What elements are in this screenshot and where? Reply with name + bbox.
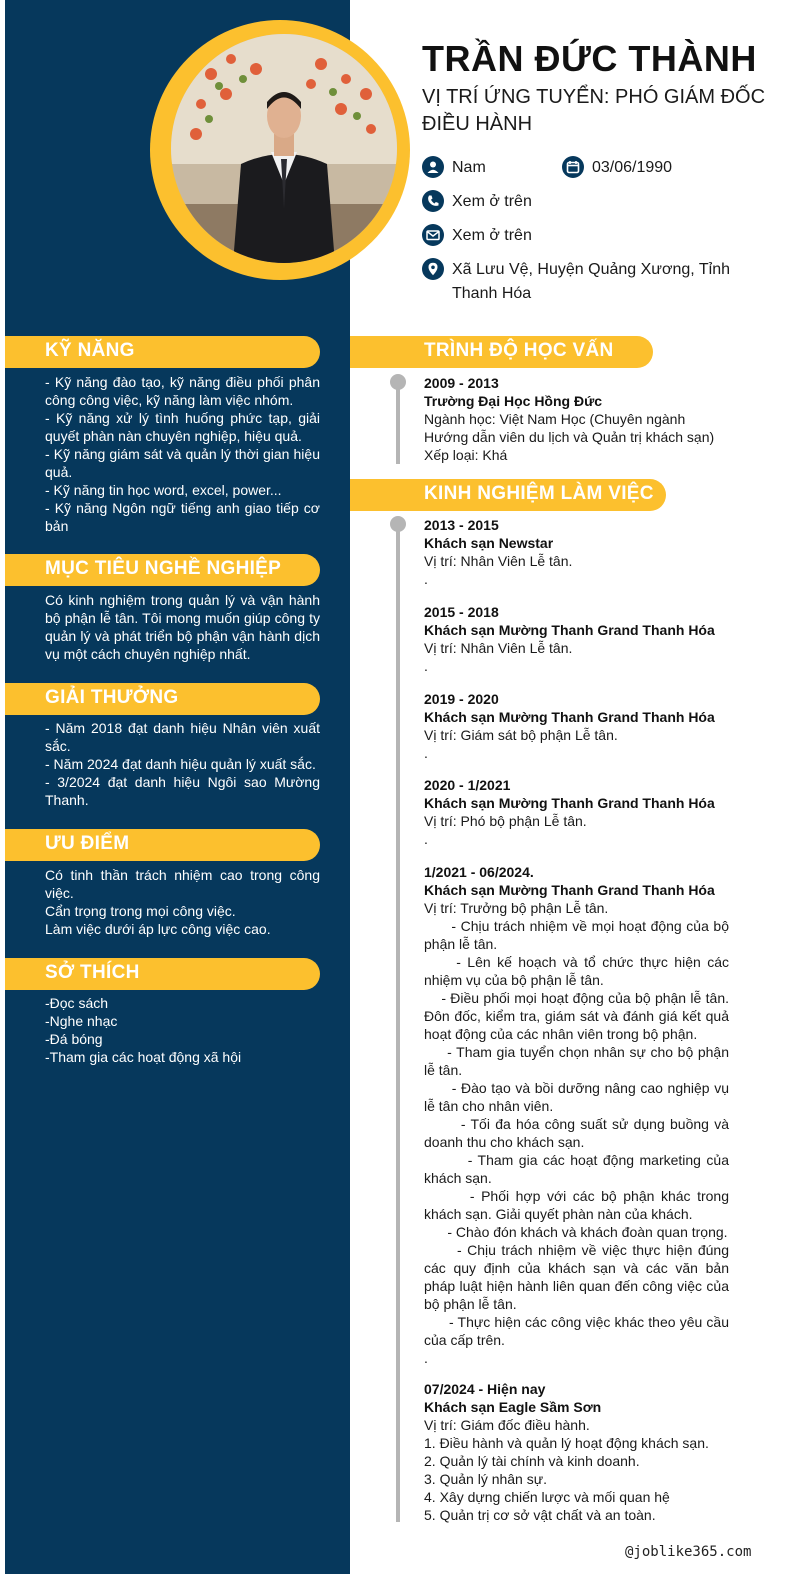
- strengths-title: ƯU ĐIỂM: [45, 833, 130, 854]
- experience-timeline: [396, 522, 400, 1522]
- entry-grade: Xếp loại: Khá: [424, 447, 508, 463]
- experience-title: KINH NGHIỆM LÀM VIỆC: [424, 483, 654, 504]
- profile-photo: [171, 34, 397, 263]
- experience-entry: [424, 690, 729, 762]
- experience-entry: [424, 516, 729, 588]
- entry-role: Vị trí: Giám đốc điều hành.: [424, 1417, 590, 1433]
- entry-company: Khách sạn Mường Thanh Grand Thanh Hóa: [424, 795, 715, 811]
- entry-detail: - Lên kế hoạch và tổ chức thực hiện các nhiệm vụ của bộ phận lễ tân.: [424, 954, 733, 988]
- list-item: Có tinh thần trách nhiệm cao trong công việc.: [45, 867, 320, 901]
- list-item: - Kỹ năng Ngôn ngữ tiếng anh giao tiếp cơ bản: [45, 500, 320, 534]
- entry-period: 2013 - 2015: [424, 517, 499, 533]
- awards-list: [45, 719, 320, 809]
- entry-role: Vị trí: Trưởng bộ phận Lễ tân.: [424, 900, 609, 916]
- address-value: Xã Lưu Vệ, Huyện Quảng Xương, Tỉnh Thanh Hóa: [452, 261, 731, 302]
- experience-header: [350, 479, 666, 511]
- entry-detail: - Tham gia các hoạt động marketing của khách sạn.: [424, 1152, 733, 1186]
- entry-detail: - Chịu trách nhiệm về việc thực hiện đúng các quy định của khách sạn và các văn bản pháp luật hiện hành liên quan đến công việc của bộ phận lễ tân.: [424, 1242, 733, 1312]
- entry-detail: 4. Xây dựng chiến lược và mối quan hệ: [424, 1489, 670, 1505]
- entry-detail: 2. Quản lý tài chính và kinh doanh.: [424, 1453, 640, 1469]
- entry-detail: .: [424, 831, 428, 847]
- strengths-list: [45, 866, 320, 938]
- education-title: TRÌNH ĐỘ HỌC VẤN: [424, 340, 614, 361]
- entry-detail: - Tối đa hóa công suất sử dụng buồng và doanh thu cho khách sạn.: [424, 1116, 733, 1150]
- target-position: VỊ TRÍ ỨNG TUYỂN: PHÓ GIÁM ĐỐC ĐIỀU HÀNH: [422, 86, 766, 135]
- objective-title: MỤC TIÊU NGHỀ NGHIỆP: [45, 558, 282, 579]
- list-item: - Năm 2024 đạt danh hiệu quản lý xuất sắc.: [45, 756, 316, 772]
- hobbies-title: SỞ THÍCH: [45, 962, 140, 983]
- list-item: - Kỹ năng xử lý tình huống phức tạp, giải quyết phàn nàn chuyên nghiệp, hiệu quả.: [45, 410, 320, 444]
- entry-detail: - Đào tạo và bồi dưỡng nâng cao nghiệp vụ lễ tân cho nhân viên.: [424, 1080, 733, 1114]
- entry-period: 2019 - 2020: [424, 691, 499, 707]
- entry-company: Khách sạn Mường Thanh Grand Thanh Hóa: [424, 622, 715, 638]
- list-item: -Nghe nhạc: [45, 1013, 118, 1029]
- entry-school: Trường Đại Học Hồng Đức: [424, 393, 603, 409]
- email-value: Xem ở trên: [452, 227, 532, 244]
- site-watermark: @joblike365.com: [625, 1544, 752, 1560]
- entry-period: 2020 - 1/2021: [424, 777, 511, 793]
- entry-role: Vị trí: Nhân Viên Lễ tân.: [424, 553, 573, 569]
- entry-role: Vị trí: Giám sát bộ phận Lễ tân.: [424, 727, 618, 743]
- entry-detail: 3. Quản lý nhân sự.: [424, 1471, 547, 1487]
- experience-entry: [424, 603, 729, 675]
- list-item: - Năm 2018 đạt danh hiệu Nhân viên xuất sắc.: [45, 720, 320, 754]
- phone-value: Xem ở trên: [452, 193, 532, 210]
- birthday-value: 03/06/1990: [592, 159, 673, 176]
- objective-header: [5, 554, 320, 586]
- calendar-icon: [562, 156, 584, 178]
- entry-company: Khách sạn Eagle Sầm Sơn: [424, 1399, 602, 1415]
- list-item: -Đá bóng: [45, 1031, 103, 1047]
- experience-entry: [424, 1380, 729, 1524]
- entry-detail: .: [424, 571, 428, 587]
- entry-company: Khách sạn Mường Thanh Grand Thanh Hóa: [424, 709, 715, 725]
- entry-period: 07/2024 - Hiện nay: [424, 1381, 546, 1397]
- entry-detail: - Chịu trách nhiệm về mọi hoạt động của bộ phận lễ tân.: [424, 918, 733, 952]
- entry-period: 2009 - 2013: [424, 375, 499, 391]
- awards-header: [5, 683, 320, 715]
- phone-icon: [422, 190, 444, 212]
- entry-detail: 1. Điều hành và quản lý hoạt động khách sạn.: [424, 1435, 709, 1451]
- list-item: - Kỹ năng tin học word, excel, power...: [45, 482, 282, 498]
- list-item: -Đọc sách: [45, 995, 109, 1011]
- entry-company: Khách sạn Newstar: [424, 535, 554, 551]
- entry-detail: .: [424, 1350, 428, 1366]
- entry-detail: - Thực hiện các công việc khác theo yêu cầu của cấp trên.: [424, 1314, 733, 1348]
- awards-title: GIẢI THƯỞNG: [45, 687, 179, 708]
- skills-title: KỸ NĂNG: [45, 340, 135, 361]
- objective-text: [45, 591, 320, 663]
- phone-row: [422, 190, 762, 214]
- list-item: Làm việc dưới áp lực công việc cao.: [45, 921, 271, 937]
- entry-detail: - Tham gia tuyển chọn nhân sự cho bộ phận lễ tân.: [424, 1044, 733, 1078]
- education-header: [350, 336, 653, 368]
- envelope-icon: [422, 224, 444, 246]
- candidate-name: TRẦN ĐỨC THÀNH: [422, 38, 757, 79]
- entry-detail: - Chào đón khách và khách đoàn quan trọng.: [424, 1224, 728, 1240]
- entry-role: Vị trí: Nhân Viên Lễ tân.: [424, 640, 573, 656]
- entry-period: 1/2021 - 06/2024.: [424, 864, 534, 880]
- list-item: - 3/2024 đạt danh hiệu Ngôi sao Mường Thanh.: [45, 774, 320, 808]
- list-item: Cẩn trọng trong mọi công việc.: [45, 903, 236, 919]
- list-item: -Tham gia các hoạt động xã hội: [45, 1049, 242, 1065]
- entry-detail: .: [424, 745, 428, 761]
- skills-header: [5, 336, 320, 368]
- birthday-row: [562, 156, 762, 180]
- entry-role: Vị trí: Phó bộ phận Lễ tân.: [424, 813, 587, 829]
- paragraph: Có kinh nghiệm trong quản lý và vận hành bộ phận lễ tân. Tôi mong muốn giúp công ty quản lý và phát triển bộ phận vận hành dịch vụ một cách chuyên nghiệp nhất.: [45, 592, 320, 662]
- entry-company: Khách sạn Mường Thanh Grand Thanh Hóa: [424, 882, 715, 898]
- entry-detail: 5. Quản trị cơ sở vật chất và an toàn.: [424, 1507, 656, 1523]
- list-item: - Kỹ năng đào tạo, kỹ năng điều phối phân công công việc, kỹ năng làm việc nhóm.: [45, 374, 320, 408]
- entry-detail: - Điều phối mọi hoạt động của bộ phận lễ tân. Đôn đốc, kiểm tra, giám sát và đánh giá kết quả hoạt động của các nhân viên trong bộ phận.: [424, 990, 733, 1042]
- gender-row: [422, 156, 562, 180]
- strengths-header: [5, 829, 320, 861]
- skills-list: [45, 373, 320, 535]
- list-item: - Kỹ năng giám sát và quản lý thời gian hiệu quả.: [45, 446, 320, 480]
- hobbies-header: [5, 958, 320, 990]
- user-icon: [422, 156, 444, 178]
- entry-detail: - Phối hợp với các bộ phận khác trong khách sạn. Giải quyết phàn nàn của khách.: [424, 1188, 733, 1222]
- email-row: [422, 224, 762, 248]
- education-timeline: [396, 380, 400, 464]
- address-row: [422, 258, 774, 306]
- entry-period: 2015 - 2018: [424, 604, 499, 620]
- experience-entry: [424, 863, 733, 1367]
- experience-entry: [424, 776, 729, 848]
- hobbies-list: [45, 994, 320, 1066]
- entry-detail: .: [424, 658, 428, 674]
- entry-major: Ngành học: Việt Nam Học (Chuyên ngành Hướng dẫn viên du lịch và Quản trị khách sạn): [424, 411, 715, 445]
- gender-value: Nam: [452, 159, 486, 176]
- map-pin-icon: [422, 258, 444, 280]
- education-entry: [424, 374, 729, 464]
